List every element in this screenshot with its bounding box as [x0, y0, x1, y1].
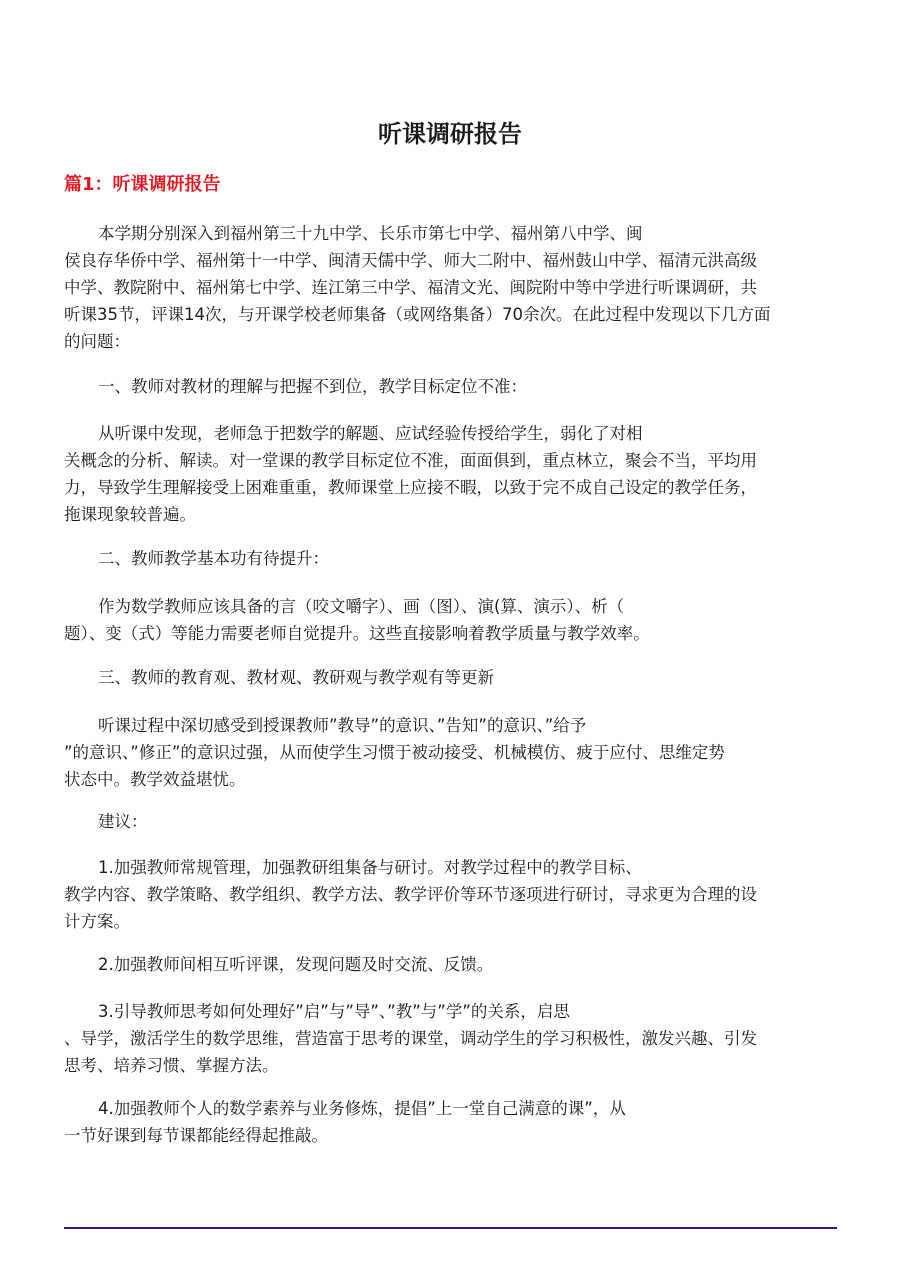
paragraph-line: 状态中。教学效益堪忧。	[64, 770, 246, 789]
paragraph-line: 侯良存华侨中学、福州第十一中学、闽清天儒中学、师大二附中、福州鼓山中学、福清元洪高级	[64, 251, 757, 270]
issue-heading-3	[64, 664, 844, 691]
paragraph-line: 的问题：	[64, 332, 130, 351]
paragraph-line: 教学内容、教学策略、教学组织、教学方法、教学评价等环节逐项进行研讨，寻求更为合理的设	[64, 885, 757, 904]
paragraph-line: 从听课中发现，老师急于把数学的解题、应试经验传授给学生，弱化了对相	[98, 424, 643, 443]
paragraph-line: 二、教师教学基本功有待提升：	[98, 549, 329, 568]
footer-divider	[64, 1227, 837, 1229]
suggestions-heading	[64, 808, 844, 835]
paragraph-line: 关概念的分析、解读。对一堂课的教学目标定位不准，面面俱到，重点林立，聚会不当，平均用	[64, 451, 757, 470]
paragraph-line: 作为数学教师应该具备的言（咬文嚼字）、画（图）、演(算、演示）、析（	[98, 597, 625, 616]
paragraph-line: 思考、培养习惯、掌握方法。	[64, 1056, 279, 1075]
paragraph-line: 一、教师对教材的理解与把握不到位，教学目标定位不准：	[98, 377, 527, 396]
paragraph-issue-2	[64, 593, 844, 647]
paragraph-line: 三、教师的教育观、教材观、教研观与教学观有等更新	[98, 668, 494, 687]
paragraph-line: 建议：	[98, 812, 148, 831]
paragraph-line: 3.引导教师思考如何处理好”启”与”导”、”教”与”学”的关系，启思	[98, 1002, 570, 1021]
paragraph-line: 4.加强教师个人的数学素养与业务修炼，提倡”上一堂自己满意的课”，从	[98, 1099, 626, 1118]
document-title: 听课调研报告	[378, 120, 522, 148]
section-heading: 篇1：听课调研报告	[64, 174, 221, 195]
suggestion-4	[64, 1095, 844, 1149]
paragraph-line: 中学、教院附中、福州第七中学、连江第三中学、福清文光、闽院附中等中学进行听课调研，共	[64, 278, 757, 297]
paragraph-line: 题）、变（式）等能力需要老师自觉提升。这些直接影响着教学质量与教学效率。	[64, 624, 650, 643]
paragraph-line: 、导学，激活学生的数学思维，营造富于思考的课堂，调动学生的学习积极性，激发兴趣、引发	[64, 1029, 757, 1048]
paragraph-intro	[64, 220, 844, 355]
suggestion-2	[64, 951, 844, 978]
paragraph-line: 拖课现象较普遍。	[64, 505, 196, 524]
paragraph-line: 计方案。	[64, 912, 130, 931]
paragraph-line: 一节好课到每节课都能经得起推敲。	[64, 1126, 328, 1145]
issue-heading-1	[64, 373, 844, 400]
paragraph-issue-3	[64, 712, 844, 793]
paragraph-line: 力，导致学生理解接受上困难重重，教师课堂上应接不暇，以致于完不成自己设定的教学任务，	[64, 478, 757, 497]
paragraph-line: 听课35节，评课14次，与开课学校老师集备（或网络集备）70余次。在此过程中发现以下几方面	[64, 305, 771, 324]
paragraph-line: 听课过程中深切感受到授课教师”教导”的意识、”告知”的意识、”给予	[98, 716, 587, 735]
paragraph-issue-1	[64, 420, 844, 528]
paragraph-line: 本学期分别深入到福州第三十九中学、长乐市第七中学、福州第八中学、闽	[98, 224, 643, 243]
issue-heading-2	[64, 545, 844, 572]
suggestion-3	[64, 998, 844, 1079]
paragraph-line: 2.加强教师间相互听评课，发现问题及时交流、反馈。	[98, 955, 494, 974]
paragraph-line: 1.加强教师常规管理，加强教研组集备与研讨。对教学过程中的教学目标、	[98, 858, 642, 877]
suggestion-1	[64, 854, 844, 935]
paragraph-line: ”的意识、”修正”的意识过强，从而使学生习惯于被动接受、机械模仿、疲于应付、思维定势	[64, 743, 725, 762]
